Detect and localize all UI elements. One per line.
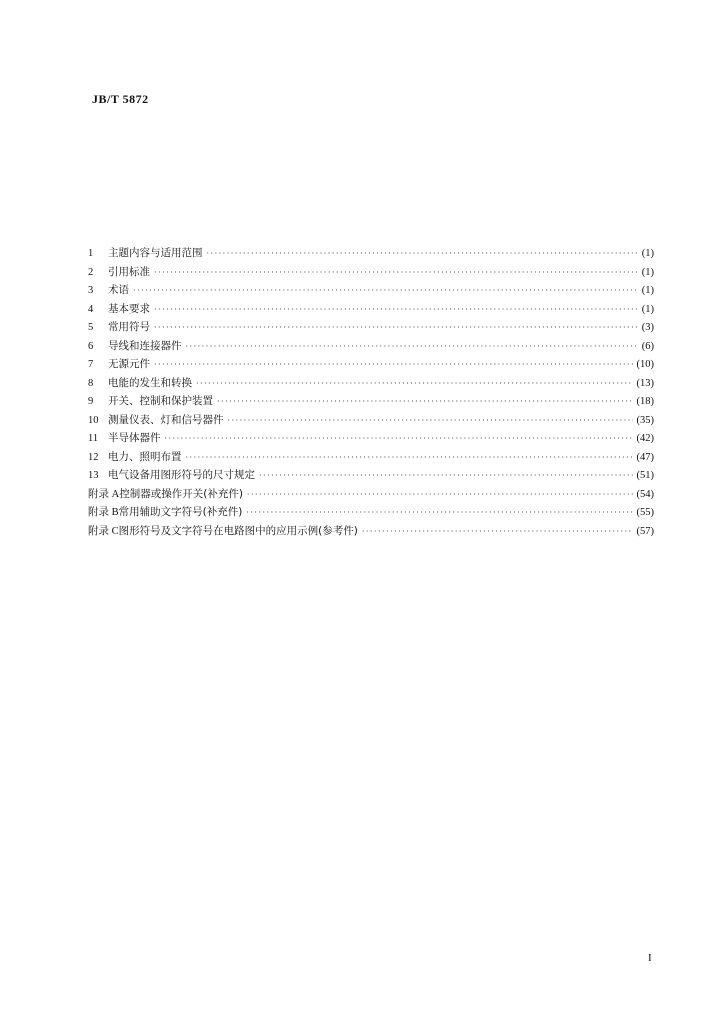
toc-entry-page: (1) (641, 303, 654, 315)
toc-leader-dots (186, 449, 633, 468)
toc-entry-2 (88, 263, 654, 282)
toc-entry-page: (55) (636, 507, 654, 518)
toc-entry-title: 测量仪表、灯和信号器件 (108, 413, 224, 426)
toc-entry-appendix-a (88, 485, 654, 504)
toc-entry-3 (88, 281, 654, 300)
toc-entry-13 (88, 466, 654, 485)
toc-entry-10 (88, 411, 654, 430)
toc-leader-dots (228, 412, 633, 431)
toc-entry-page: (57) (636, 525, 654, 537)
toc-entry-page: (47) (636, 451, 654, 463)
toc-entry-title: 无源元件 (108, 358, 150, 370)
toc-entry-title: 基本要求 (108, 302, 150, 315)
toc-entry-number: 11 (88, 433, 99, 444)
toc-entry-title: 主题内容与适用范围 (108, 247, 203, 259)
toc-leader-dots (247, 486, 633, 505)
toc-entry-page: (1) (641, 266, 654, 278)
toc-leader-dots (165, 430, 633, 449)
toc-leader-dots (362, 523, 633, 542)
toc-entry-12 (88, 448, 654, 467)
toc-entry-appendix-b (88, 503, 654, 522)
toc-entry-title: 图形符号及文字符号在电路图中的应用示例(参考件) (118, 524, 358, 537)
toc-entry-number: 附录 C (88, 525, 119, 537)
toc-entry-title: 半导体器件 (108, 432, 161, 444)
toc-entry-title: 电能的发生和转换 (108, 376, 192, 389)
toc-entry-8 (88, 374, 654, 393)
toc-entry-page: (3) (641, 322, 654, 333)
toc-leader-dots (196, 375, 633, 394)
toc-entry-page: (54) (636, 488, 654, 500)
toc-entry-9 (88, 392, 654, 411)
toc-entry-title: 电力、照明布置 (108, 450, 182, 463)
toc-entry-page: (13) (636, 377, 654, 389)
toc-entry-appendix-c (88, 522, 654, 541)
toc-leader-dots (154, 319, 638, 338)
toc-entry-number: 3 (88, 285, 94, 296)
toc-entry-page: (35) (636, 414, 654, 426)
toc-entry-number: 7 (88, 359, 94, 370)
standard-code: JB/T 5872 (92, 92, 149, 106)
toc-entry-number: 附录 A (88, 488, 120, 500)
toc-entry-page: (51) (636, 470, 654, 481)
toc-entry-number: 8 (88, 377, 94, 389)
toc-leader-dots (246, 504, 632, 523)
toc-leader-dots (207, 245, 638, 264)
toc-entry-number: 13 (88, 470, 99, 481)
toc-entry-number: 1 (88, 248, 94, 259)
page-number: I (648, 952, 652, 964)
toc-entry-number: 9 (88, 396, 94, 407)
toc-entry-title: 常用符号 (108, 321, 150, 333)
toc-entry-title: 常用辅助文字符号(补充件) (118, 506, 243, 518)
toc-entry-11 (88, 429, 654, 448)
toc-leader-dots (186, 338, 638, 357)
toc-entry-page: (10) (636, 359, 654, 370)
toc-leader-dots (259, 467, 633, 486)
toc-entry-number: 2 (88, 266, 94, 278)
toc-entry-title: 术语 (108, 284, 129, 296)
toc-entry-title: 电气设备用图形符号的尺寸规定 (108, 469, 255, 481)
toc-entry-title: 开关、控制和保护装置 (108, 395, 213, 407)
toc-entry-1 (88, 244, 654, 263)
toc-entry-number: 6 (88, 340, 94, 352)
toc-entry-title: 引用标准 (108, 265, 150, 278)
toc-entry-number: 12 (88, 451, 99, 463)
toc-entry-5 (88, 318, 654, 337)
table-of-contents (88, 244, 654, 540)
toc-entry-page: (42) (636, 433, 654, 444)
toc-entry-4 (88, 300, 654, 319)
toc-leader-dots (217, 393, 633, 412)
toc-entry-number: 5 (88, 322, 94, 333)
toc-entry-number: 4 (88, 303, 94, 315)
toc-leader-dots (154, 264, 638, 283)
toc-entry-number: 10 (88, 414, 99, 426)
toc-entry-page: (1) (641, 285, 654, 296)
toc-entry-title: 控制器或操作开关(补充件) (119, 487, 243, 500)
toc-entry-page: (6) (641, 340, 654, 352)
toc-leader-dots (133, 282, 638, 301)
toc-entry-7 (88, 355, 654, 374)
toc-entry-6 (88, 337, 654, 356)
toc-leader-dots (154, 301, 638, 320)
toc-entry-number: 附录 B (88, 507, 119, 518)
toc-entry-page: (18) (636, 396, 654, 407)
toc-entry-title: 导线和连接器件 (108, 339, 182, 352)
toc-leader-dots (154, 356, 633, 375)
toc-entry-page: (1) (641, 248, 654, 259)
